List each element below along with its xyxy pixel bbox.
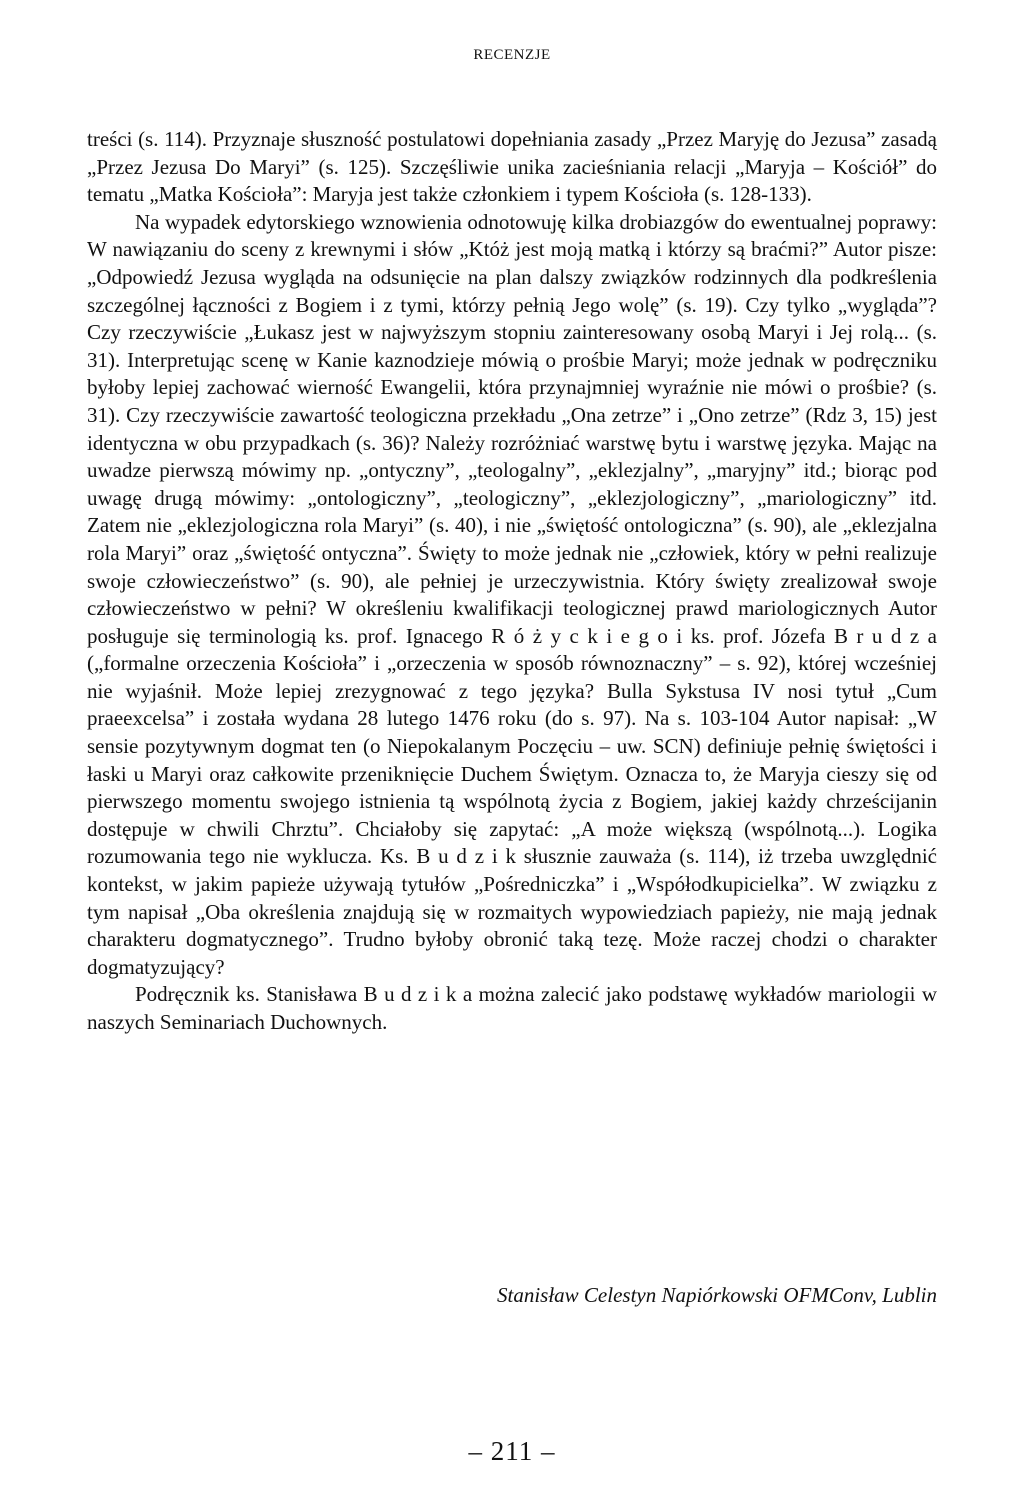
paragraph-editorial-notes: Na wypadek edytorskiego wznowienia odnotowuję kilka drobiazgów do ewentualnej poprawy: W nawiązaniu do sceny z krewnymi i słów „Któż jest moją matką i którzy są braćmi?” Autor pisze: „Odpowiedź Jezusa wygląda na odsunięcie na plan dalszy związków rodzinnych dla podkreślenia szczególnej łączności z Bogiem i z tymi, którzy pełnią Jego wolę” (s. 19). Czy tylko „wygląda”? Czy rzeczywiście „Łukasz jest w najwyższym stopniu zainteresowany osobą Maryi i Jej rolą... (s. 31). Interpretując scenę w Kanie kaznodzieje mówią o prośbie Maryi; może jednak w podręczniku byłoby lepiej zachować wierność Ewangelii, która przynajmniej wyraźnie nie mówi o prośbie? (s. 31). Czy rzeczywiście zawartość teologiczna przekładu „Ona zetrze” i „Ono zetrze” (Rdz 3, 15) jest identyczna w obu przypadkach (s. 36)? Należy rozróżniać warstwę bytu i warstwę języka. Mając na uwadze pierwszą mówimy np. „ontyczny”, „teologalny”, „eklezjalny”, „maryjny” itd.; biorąc pod uwagę drugą mówimy: „ontologiczny”, „teologiczny”, „eklezjologiczny”, „mariologiczny” itd. Zatem nie „eklezjologiczna rola Maryi” (s. 40), i nie „świętość ontologiczna” (s. 90), ale „eklezjalna rola Maryi” oraz „świętość ontyczna”. Święty to może jednak nie „człowiek, który w pełni realizuje swoje człowieczeństwo” (s. 90), ale pełniej je urzeczywistnia. Który święty zrealizował swoje człowieczeństwo w pełni? W określeniu kwalifikacji teologicznej prawd mariologicznych Autor posługuje się terminologią ks. prof. Ignacego R ó ż y c k i e g o i ks. prof. Józefa B r u d z a („formalne orzeczenia Kościoła” i „orzeczenia w sposób równoznaczny” – s. 92), której wcześniej nie wyjaśnił. Może lepiej zrezygnować z tego języka? Bulla Sykstusa IV nosi tytuł „Cum praeexcelsa” i została wydana 28 lutego 1476 roku (do s. 97). Na s. 103-104 Autor napisał: „W sensie pozytywnym dogmat ten (o Niepokalanym Poczęciu – uw. SCN) definiuje pełnię świętości i łaski u Maryi oraz całkowite przeniknięcie Duchem Świętym. Oznacza to, że Maryja cieszy się od pierwszego momentu swojego istnienia tą wspólnotą życia z Bogiem, jakiej każdy chrześcijanin dostępuje w chwili Chrztu”. Chciałoby się zapytać: „A może większą (wspólnotą...). Logika rozumowania tego nie wyklucza. Ks. B u d z i k słusznie zauważa (s. 114), iż trzeba uwzględnić kontekst, w jakim papieże używają tytułów „Pośredniczka” i „Współodkupicielka”. W związku z tym napisał „Oba określenia znajdują się w rozmaitych wypowiedziach papieży, nie mają jednak charakteru dogmatycznego”. Trudno byłoby obronić taką tezę. Może raczej chodzi o charakter dogmatyzujący? <box>87 209 937 979</box>
page-number: – 211 – <box>468 1436 556 1466</box>
paragraph-recommendation: Podręcznik ks. Stanisława B u d z i k a można zalecić jako podstawę wykładów mariologii w naszych Seminariach Duchownych. <box>87 982 937 1034</box>
running-header: RECENZJE <box>473 47 551 63</box>
review-body <box>87 126 937 1037</box>
paragraph-continuation: treści (s. 114). Przyznaje słuszność postulatowi dopełniania zasady „Przez Maryję do Jezusa” zasadą „Przez Jezusa Do Maryi” (s. 125). Szczęśliwie unika zacieśniania relacji „Maryja – Kościół” do tematu „Matka Kościoła”: Maryja jest także członkiem i typem Kościoła (s. 128-133). <box>87 127 937 207</box>
reviewer-signature: Stanisław Celestyn Napiórkowski OFMConv, Lublin <box>496 1283 937 1307</box>
